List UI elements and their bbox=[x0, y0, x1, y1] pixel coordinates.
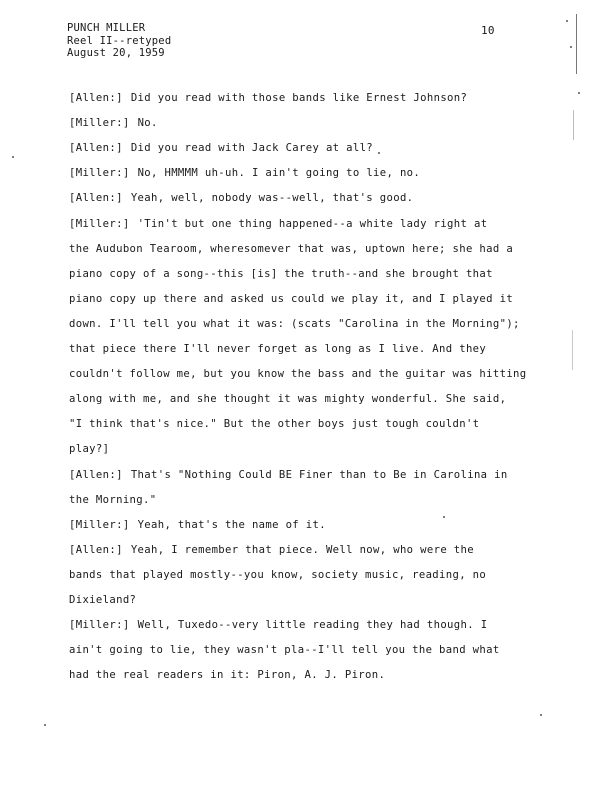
line-text: 'Tin't but one thing happened--a white lady right at bbox=[137, 217, 488, 230]
transcript-line bbox=[69, 117, 158, 129]
speaker-label: [Allen:] bbox=[69, 468, 123, 481]
line-text: No, HMMMM uh-uh. I ain't going to lie, no. bbox=[137, 167, 421, 180]
speaker-label: [Miller:] bbox=[69, 117, 130, 130]
scan-speck bbox=[566, 20, 568, 22]
reel-label: Reel II--retyped bbox=[67, 34, 172, 47]
speaker-label: [Allen:] bbox=[69, 142, 123, 155]
transcript-line bbox=[69, 644, 500, 656]
page-number: 10 bbox=[481, 24, 495, 37]
line-text: down. I'll tell you what it was: (scats "Carolina in the Morning"); bbox=[69, 317, 520, 330]
line-text: that piece there I'll never forget as long as I live. And they bbox=[69, 343, 487, 355]
interviewee-name: PUNCH MILLER bbox=[67, 22, 146, 34]
speaker-label: [Miller:] bbox=[69, 167, 130, 180]
line-text: the Audubon Tearoom, wheresomever that was, uptown here; she had a bbox=[69, 242, 514, 255]
transcript-line bbox=[69, 669, 385, 681]
line-text: the Morning." bbox=[69, 493, 157, 506]
transcript-line bbox=[69, 293, 513, 305]
transcript-line bbox=[69, 619, 487, 631]
transcript-line bbox=[69, 393, 506, 405]
line-text: That's "Nothing Could BE Finer than to Be in Carolina in bbox=[130, 468, 508, 481]
transcript-line bbox=[69, 569, 486, 581]
line-text: Dixieland? bbox=[69, 594, 137, 606]
transcript-line bbox=[69, 243, 513, 255]
speaker-label: [Miller:] bbox=[69, 217, 130, 230]
line-text: had the real readers in it: Piron, A. J. Piron. bbox=[69, 669, 386, 682]
line-text: ain't going to lie, they wasn't pla--I'll tell you the band what bbox=[69, 644, 500, 657]
transcript-line bbox=[69, 368, 527, 380]
speaker-label: [Miller:] bbox=[69, 619, 130, 632]
transcript-line bbox=[69, 418, 479, 430]
transcript-line bbox=[69, 519, 326, 531]
line-text: bands that played mostly--you know, society music, reading, no bbox=[69, 568, 487, 581]
scan-margin-mark bbox=[573, 110, 574, 140]
transcript-line bbox=[69, 469, 508, 481]
transcript-line bbox=[69, 218, 487, 230]
speaker-label: [Allen:] bbox=[69, 192, 123, 205]
scan-speck bbox=[570, 46, 572, 48]
line-text: "I think that's nice." But the other boys just tough couldn't bbox=[69, 418, 480, 431]
speaker-label: [Allen:] bbox=[69, 543, 123, 556]
line-text: along with me, and she thought it was mighty wonderful. She said, bbox=[69, 393, 507, 406]
transcript-line bbox=[69, 167, 420, 179]
line-text: Yeah, that's the name of it. bbox=[137, 518, 326, 531]
transcript-line bbox=[69, 92, 467, 104]
speaker-label: [Miller:] bbox=[69, 518, 130, 531]
line-text: Did you read with those bands like Ernest Johnson? bbox=[130, 92, 468, 104]
line-text: Well, Tuxedo--very little reading they had though. I bbox=[137, 619, 488, 632]
transcript-line bbox=[69, 192, 413, 204]
scan-speck bbox=[540, 714, 542, 716]
scan-speck bbox=[578, 92, 580, 94]
scan-speck bbox=[44, 724, 46, 726]
scan-speck bbox=[12, 156, 14, 158]
scan-speck bbox=[378, 152, 380, 154]
transcript-line bbox=[69, 594, 136, 606]
line-text: piano copy up there and asked us could we play it, and I played it bbox=[69, 292, 514, 305]
transcript-line bbox=[69, 443, 109, 455]
transcript-line bbox=[69, 494, 156, 506]
line-text: couldn't follow me, but you know the bass and the guitar was hitting bbox=[69, 368, 527, 381]
line-text: piano copy of a song--this [is] the truth--and she brought that bbox=[69, 267, 493, 280]
scan-speck bbox=[443, 516, 445, 518]
line-text: play?] bbox=[69, 443, 110, 456]
transcript-line bbox=[69, 268, 493, 280]
scan-margin-mark bbox=[572, 330, 573, 370]
line-text: No. bbox=[137, 117, 158, 130]
scan-margin-mark bbox=[576, 14, 577, 74]
document-header bbox=[67, 22, 171, 60]
line-text: Yeah, I remember that piece. Well now, who were the bbox=[130, 543, 474, 556]
transcript-line bbox=[69, 343, 486, 355]
interview-date: August 20, 1959 bbox=[67, 47, 165, 59]
line-text: Yeah, well, nobody was--well, that's good. bbox=[130, 192, 414, 205]
transcript-line bbox=[69, 544, 474, 556]
line-text: Did you read with Jack Carey at all? bbox=[130, 142, 374, 155]
transcript-line bbox=[69, 142, 373, 154]
transcript-line bbox=[69, 318, 520, 330]
speaker-label: [Allen:] bbox=[69, 92, 123, 104]
